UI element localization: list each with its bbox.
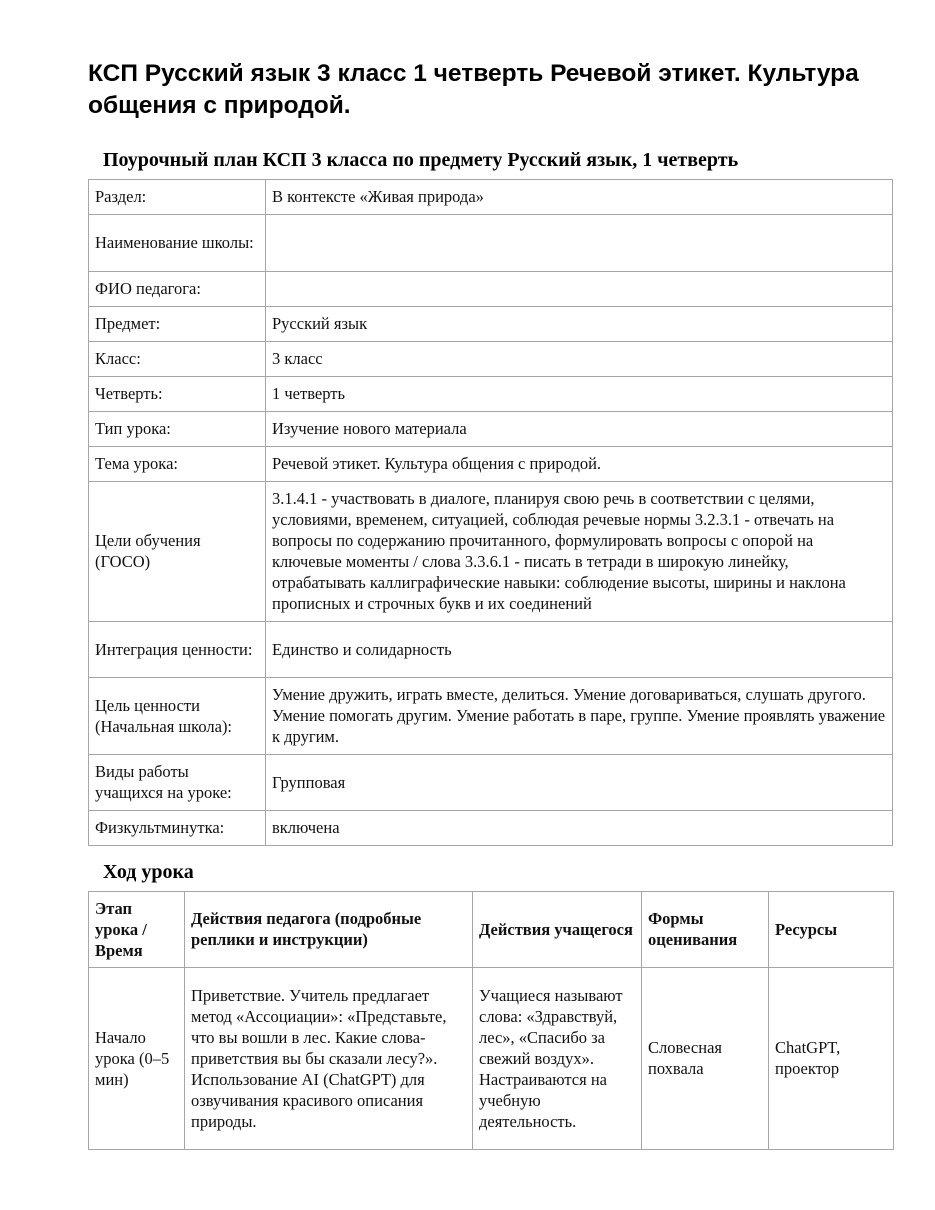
table-row [89, 811, 893, 846]
row-label: ФИО педагога: [89, 272, 266, 307]
row-label: Цели обучения (ГОСО) [89, 482, 266, 622]
lesson-plan-heading: Поурочный план КСП 3 класса по предмету Русский язык, 1 четверть [103, 149, 739, 171]
table-row [89, 482, 893, 622]
row-value [266, 272, 893, 307]
column-header-student-actions: Действия учащегося [473, 892, 642, 968]
lesson-course-table [88, 891, 894, 1150]
row-value [266, 215, 893, 272]
table-header-row [89, 892, 894, 968]
row-label: Предмет: [89, 307, 266, 342]
table-row [89, 215, 893, 272]
row-label: Интеграция ценности: [89, 622, 266, 678]
table-row [89, 622, 893, 678]
row-label: Четверть: [89, 377, 266, 412]
row-value: 1 четверть [266, 377, 893, 412]
lesson-plan-table [88, 179, 893, 846]
column-header-resources: Ресурсы [769, 892, 894, 968]
row-label: Раздел: [89, 180, 266, 215]
row-value: включена [266, 811, 893, 846]
table-row [89, 412, 893, 447]
cell-student-actions: Учащиеся называют слова: «Здравствуй, лес», «Спасибо за свежий воздух». Настраиваются на учебную деятельность. [473, 968, 642, 1150]
table-row [89, 968, 894, 1150]
row-label: Наименование школы: [89, 215, 266, 272]
table-row [89, 307, 893, 342]
table-row [89, 342, 893, 377]
row-label: Класс: [89, 342, 266, 377]
column-header-assessment: Формы оценивания [642, 892, 769, 968]
table-row [89, 377, 893, 412]
row-value: Групповая [266, 755, 893, 811]
cell-teacher-actions: Приветствие. Учитель предлагает метод «Ассоциации»: «Представьте, что вы вошли в лес. Какие слова-приветствия вы бы сказали лесу?». Использование AI (ChatGPT) для озвучивания красивого описания природы. [185, 968, 473, 1150]
table-row [89, 272, 893, 307]
row-label: Физкультминутка: [89, 811, 266, 846]
document-title: КСП Русский язык 3 класс 1 четверть Речевой этикет. Культура общения с природой. [88, 60, 859, 119]
column-header-teacher-actions: Действия педагога (подробные реплики и инструкции) [185, 892, 473, 968]
row-value: Единство и солидарность [266, 622, 893, 678]
row-label: Тема урока: [89, 447, 266, 482]
lesson-course-heading: Ход урока [103, 861, 194, 883]
table-row [89, 447, 893, 482]
row-value: Изучение нового материала [266, 412, 893, 447]
table-row [89, 678, 893, 755]
row-value: Умение дружить, играть вместе, делиться. Умение договариваться, слушать другого. Умение помогать другим. Умение работать в паре, группе. Умение проявлять уважение к другим. [266, 678, 893, 755]
table-row [89, 755, 893, 811]
cell-assessment: Словесная похвала [642, 968, 769, 1150]
row-value: 3.1.4.1 - участвовать в диалоге, планируя свою речь в соответствии с целями, условиями, временем, ситуацией, соблюдая речевые нормы 3.2.3.1 - отвечать на вопросы по содержанию прочитанного, формулировать вопросы с опорой на ключевые моменты / слова 3.3.6.1 - писать в тетради в широкую линейку, отрабатывать каллиграфические навыки: соблюдение высоты, ширины и наклона прописных и строчных букв и их соединений [266, 482, 893, 622]
row-value: Речевой этикет. Культура общения с природой. [266, 447, 893, 482]
row-label: Тип урока: [89, 412, 266, 447]
column-header-stage: Этап урока / Время [89, 892, 185, 968]
row-label: Виды работы учащихся на уроке: [89, 755, 266, 811]
row-value: В контексте «Живая природа» [266, 180, 893, 215]
cell-resources: ChatGPT, проектор [769, 968, 894, 1150]
cell-stage: Начало урока (0–5 мин) [89, 968, 185, 1150]
row-label: Цель ценности (Начальная школа): [89, 678, 266, 755]
row-value: 3 класс [266, 342, 893, 377]
row-value: Русский язык [266, 307, 893, 342]
table-row [89, 180, 893, 215]
